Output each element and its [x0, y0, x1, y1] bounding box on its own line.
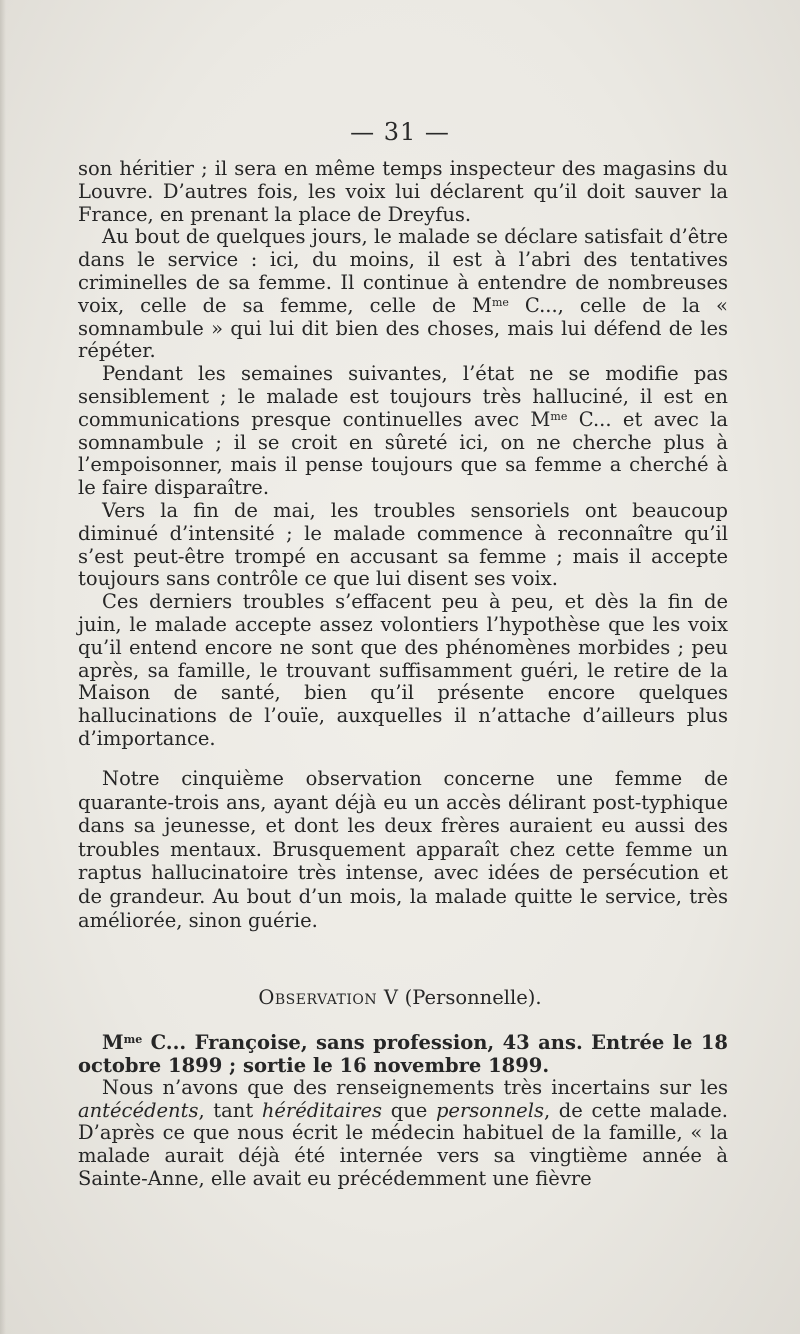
text-run: C... et avec la somnambule ; il se croit en sûreté ici, on ne cherche plus à l’empoisonner, mais il pense toujours que sa femme a cherché à le faire disparaître. — [78, 407, 728, 500]
superscript: me — [123, 1033, 143, 1046]
text-run: M — [102, 1031, 124, 1054]
patient-header — [78, 1032, 728, 1077]
paragraph: Vers la fin de mai, les troubles sensoriels ont beaucoup diminué d’intensité ; le malade commence à reconnaître qu’il s’est peut-être trompé en accusant sa femme ; mais il accepte toujours sans contrôle ce que lui disent ses voix. — [78, 498, 728, 591]
body-text-block-1 — [78, 158, 728, 751]
text-run: C..., celle de la « somnambule » qui lui dit bien des choses, mais lui défend de les répéter. — [78, 293, 728, 363]
paragraph — [78, 363, 728, 500]
text-run: Au bout de quelques jours, le malade se déclare satisfait d’être dans le service : ici, du moins, il est à l’abri des tentatives criminelles de sa femme. Il continue à entendre de nombreuses voix, celle de sa femme, celle de M — [78, 225, 728, 317]
paragraph: Notre cinquième observation concerne une femme de quarante-trois ans, ayant déjà eu un accès délirant post-typhique dans sa jeunesse, et dont les deux frères auraient eu aussi des troubles mentaux. Brusquement apparaît chez cette femme un raptus hallucinatoire très intense, avec idées de persécution et de grandeur. Au bout d’un mois, la malade quitte le service, très améliorée, sinon guérie. — [78, 767, 728, 932]
paragraph: Ces derniers troubles s’effacent peu à peu, et dès la fin de juin, le malade accepte assez volontiers l’hypothèse que les voix qu’il entend encore ne sont que des phénomènes morbides ; peu après, sa famille, le trouvant suffisamment guéri, le retire de la Maison de santé, bien qu’il présente encore quelques hallucinations de l’ouïe, auxquelles il n’attache d’ailleurs plus d’importance. — [78, 590, 728, 750]
italic-term: personnels — [435, 1098, 544, 1122]
paragraph — [78, 1077, 728, 1190]
superscript: me — [491, 295, 509, 309]
italic-term: héréditaires — [261, 1098, 383, 1122]
text-run: que — [382, 1098, 436, 1122]
paragraph — [78, 226, 728, 363]
page-number: — 31 — — [350, 118, 450, 146]
text-run: , tant — [198, 1098, 262, 1122]
observation-label: Observation V — [258, 986, 399, 1009]
observation-heading — [0, 986, 800, 1009]
page-binding-shadow — [0, 0, 6, 1334]
observation-qualifier: (Personnelle). — [404, 986, 542, 1009]
text-run: , de cette malade. D’après ce que nous écrit le médecin habituel de la famille, « la malade aurait déjà été internée vers sa vingtième année à Sainte-Anne, elle avait eu précédemment une fièvre — [78, 1098, 728, 1190]
italic-term: antécédents — [78, 1098, 199, 1122]
paragraph: son héritier ; il sera en même temps inspecteur des magasins du Louvre. D’autres fois, les voix lui déclarent qu’il doit sauver la France, en prenant la place de Dreyfus. — [78, 157, 728, 226]
text-run: Pendant les semaines suivantes, l’état ne se modifie pas sensiblement ; le malade est toujours très halluciné, il est en communications presque continuelles avec M — [78, 362, 728, 431]
body-text-block-2 — [78, 767, 728, 932]
text-run: C... Françoise, sans profession, 43 ans. Entrée le 18 octobre 1899 ; sortie le 16 novembre 1899. — [78, 1031, 728, 1077]
text-run: Nous n’avons que des renseignements très incertains sur les — [102, 1076, 728, 1100]
body-text-block-3 — [78, 1032, 728, 1190]
superscript: me — [550, 409, 568, 423]
